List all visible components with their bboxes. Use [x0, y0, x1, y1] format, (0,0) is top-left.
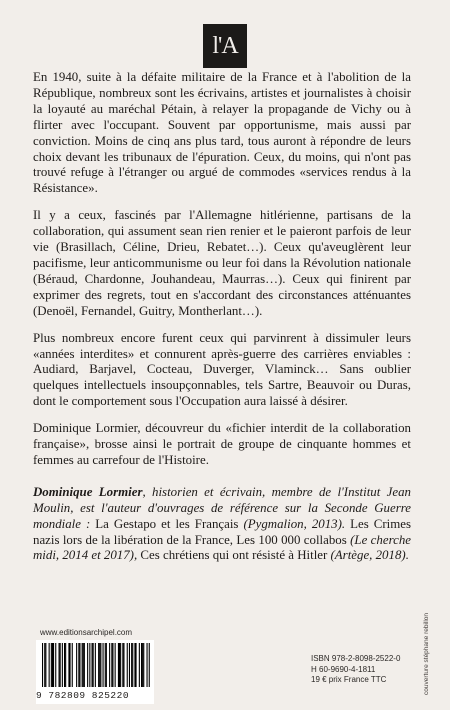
barcode-number: 9 782809 825220: [36, 690, 154, 701]
barcode-bar: [109, 643, 110, 687]
publisher-logo-text: l'A: [212, 32, 238, 59]
barcode-bar: [79, 643, 80, 687]
barcode-bar: [106, 643, 107, 687]
barcode-bar: [103, 643, 104, 687]
bio-publisher-1: (Pygmalion, 2013).: [243, 516, 346, 531]
barcode-bar: [147, 643, 148, 687]
barcode-bar: [112, 643, 113, 687]
barcode-bar: [59, 643, 60, 687]
bio-intro: , historien et écrivain, membre de l'Institut Jean Moulin, est l'auteur d'ouvrages de référence sur la Seconde Guerre mondiale :: [33, 484, 411, 531]
barcode-bar: [64, 643, 65, 687]
barcode-bar: [62, 643, 63, 687]
barcode-bar: [93, 643, 94, 687]
barcode-bar: [78, 643, 79, 687]
barcode-bar: [115, 643, 116, 687]
price-line: 19 € prix France TTC: [311, 675, 387, 684]
barcode-bar: [60, 643, 61, 687]
barcode-bar: [129, 643, 130, 687]
isbn-block: [311, 654, 400, 686]
bio-author: Dominique Lormier: [33, 484, 143, 499]
barcode-bar: [139, 643, 140, 687]
barcode-bar: [120, 643, 121, 687]
barcode-bar: [127, 643, 128, 687]
barcode-bar: [95, 643, 96, 687]
barcode-bar: [89, 643, 90, 687]
barcode-bar: [53, 643, 54, 687]
paragraph-1: En 1940, suite à la défaite militaire de la France et à l'abolition de la République, nombreux sont les écrivains, artistes et journalistes à choisir la loyauté au maréchal Pétain, à relayer la propagande de Vichy ou à flirter avec l'occupant. Souvent par opportunisme, mais aussi par conviction. Moins de cinq ans plus tard, tous auront à répondre de leurs choix devant les tribunaux de l'épuration. Ceux, du moins, qui n'ont pas trouvé refuge à l'étranger ou argué de commodes «services rendus à la Résistance».: [33, 70, 411, 196]
barcode-bar: [44, 643, 45, 687]
barcode-bar: [52, 643, 53, 687]
barcode-bar: [105, 643, 106, 687]
publisher-logo: [203, 24, 247, 68]
bio-publisher-3: (Artège, 2018).: [330, 548, 409, 563]
barcode-bar: [72, 643, 73, 687]
barcode-bar: [49, 643, 50, 687]
ref-line: H 60-9690-4-1811: [311, 664, 376, 674]
barcode-bar: [119, 643, 120, 687]
back-cover-text: [33, 70, 411, 575]
publisher-website: www.editionsarchipel.com: [40, 628, 133, 637]
barcode-bar: [55, 643, 56, 687]
paragraph-3: Plus nombreux encore furent ceux qui parvinrent à dissimuler leurs «années interdites» et connurent après-guerre des carrières enviables : Audiard, Barjavel, Cocteau, Duverger, Vlaminck… Sans oublier quelques intellectuels insoupçonnables, tels Sartre, Beauvoir ou Duras, dont le comportement sous l'Occupation aura laissé à désirer.: [33, 330, 411, 409]
barcode-bar: [68, 643, 69, 687]
bio-publisher-2: (Le cherche midi, 2014 et 2017),: [33, 532, 411, 563]
cover-credit: couverture stéphane rebillon: [423, 612, 430, 695]
barcode-bar: [142, 643, 143, 687]
barcode-bar: [132, 643, 133, 687]
barcode-bar: [122, 643, 123, 687]
barcode-bar: [136, 643, 137, 687]
barcode-bar: [92, 643, 93, 687]
bio-book-1: La Gestapo et les Français: [90, 516, 244, 531]
barcode-bar: [82, 643, 83, 687]
barcode-bar: [131, 643, 132, 687]
barcode-bar: [123, 643, 124, 687]
barcode-bar: [141, 643, 142, 687]
barcode-bar: [84, 643, 85, 687]
barcode-bar: [149, 643, 150, 687]
barcode-bar: [51, 643, 52, 687]
paragraph-2: Il y a ceux, fascinés par l'Allemagne hitlérienne, partisans de la collaboration, qui assument sean rien renier et le paieront parfois de leur vie (Brasillach, Céline, Drieu, Rebatet…). Ceux qu'aveuglèrent leur pacifisme, leur anticommunisme ou leur foi dans la Révolution nationale (Béraud, Chardonne, Jouhandeau, Maurras…). Ceux qui finirent par exprimer des regrets, tout en s'accordant des circonstances atténuantes (Denoël, Fernandel, Guitry, Montherlant…).: [33, 208, 411, 318]
barcode-bar: [100, 643, 101, 687]
barcode-bar: [42, 643, 43, 687]
barcode-bar: [70, 643, 71, 687]
author-bio: [33, 485, 411, 565]
barcode-bar: [87, 643, 88, 687]
barcode-bar: [76, 643, 77, 687]
bio-book-2: Les Crimes nazis lors de la libération de la France, Les 100 000 collabos: [33, 516, 411, 547]
barcode-bar: [45, 643, 46, 687]
bio-book-3: Ces chrétiens qui ont résisté à Hitler: [137, 548, 331, 563]
barcode-bar: [65, 643, 66, 687]
barcode-bar: [98, 643, 99, 687]
barcode-bar: [83, 643, 84, 687]
barcode-bar: [134, 643, 135, 687]
barcode-bar: [118, 643, 119, 687]
isbn-line: ISBN 978-2-8098-2522-0: [311, 654, 401, 663]
barcode-bar: [99, 643, 100, 687]
barcode-bar: [143, 643, 144, 687]
barcode-bars: [36, 640, 154, 690]
paragraph-4: Dominique Lormier, découvreur du «fichier interdit de la collaboration française», brosse ainsi le portrait de groupe de cinquante hommes et femmes au carrefour de l'Histoire.: [33, 421, 411, 467]
barcode-bar: [111, 643, 112, 687]
